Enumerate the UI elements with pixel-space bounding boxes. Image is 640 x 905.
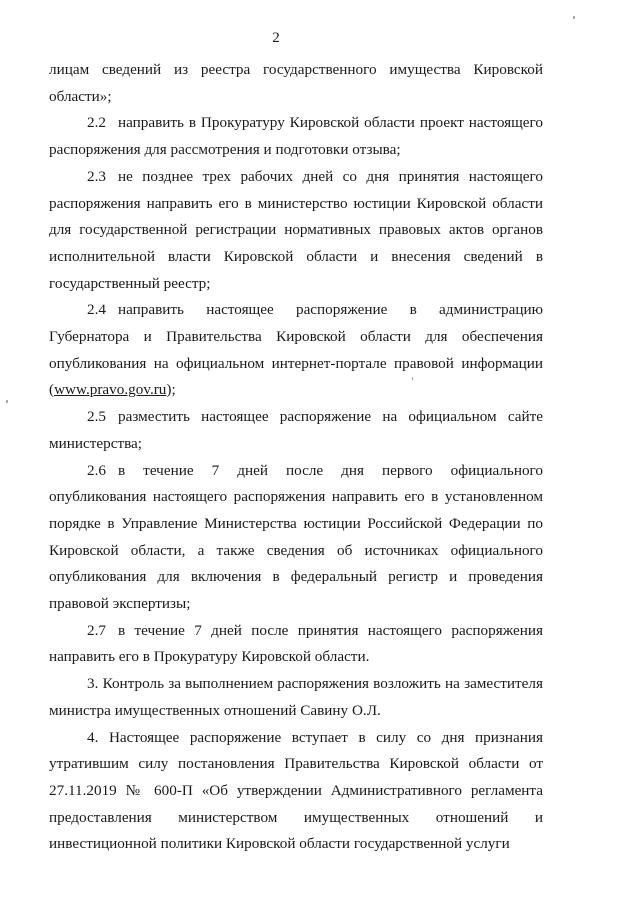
item-number: 2.7 [87, 621, 106, 639]
page-number: 2 [272, 30, 280, 46]
paragraph-text: не позднее трех рабочих дней со дня принятия настоящего распоряжения направить его в министерство юстиции Кировской области для государственной регистрации нормативных правовых актов органов исполнительной власти Кировской области и внесения сведений в государственный реестр; [49, 167, 543, 292]
paragraph-2-5 [49, 404, 543, 457]
paragraph-text: ); [166, 381, 176, 399]
paragraph-2-6 [49, 458, 543, 618]
item-number: 2.6 [87, 461, 106, 479]
paragraph-text: в течение 7 дней после дня первого официального опубликования настоящего распоряжения направить его в установленном порядке в Управление Министерства юстиции Российской Федерации по Кировской области, а также сведения об источниках официального опубликования для включения в федеральный регистр и проведения правовой экспертизы; [49, 461, 543, 613]
scan-speck [6, 400, 8, 403]
paragraph-text: направить настоящее распоряжение в администрацию Губернатора и Правительства Кировской области для обеспечения опубликования на официальном интернет-портале правовой информации ( [49, 301, 543, 399]
paragraph-text: направить в Прокуратуру Кировской области проект настоящего распоряжения для рассмотрения и подготовки отзыва; [49, 114, 543, 159]
paragraph-2-2 [49, 110, 543, 163]
paragraph-text: разместить настоящее распоряжение на официальном сайте министерства; [49, 408, 543, 452]
paragraph-text: в течение 7 дней после принятия настоящего распоряжения направить его в Прокуратуру Кировской области. [49, 621, 543, 666]
scan-speck [573, 16, 575, 19]
paragraph-2-3 [49, 164, 543, 298]
paragraph-text: лицам сведений из реестра государственного имущества Кировской области»; [49, 61, 543, 105]
document-body [49, 57, 543, 858]
item-number: 2.2 [87, 114, 106, 132]
paragraph-continuation [49, 57, 543, 110]
item-number: 2.4 [87, 301, 106, 319]
pravo-link[interactable]: www.pravo.gov.ru [54, 381, 167, 399]
paragraph-2-4 [49, 297, 543, 404]
item-number: 2.5 [87, 408, 106, 426]
paragraph-text: 4. Настоящее распоряжение вступает в силу со дня признания утратившим силу постановления Правительства Кировской области от 27.11.2019 № 600-П «Об утверждении Административного регламента предоставления министерством имущественных отношений и инвестиционной политики Кировской области государственной услуги [49, 728, 543, 853]
paragraph-text: 3. Контроль за выполнением распоряжения возложить на заместителя министра имущественных отношений Савину О.Л. [49, 675, 543, 719]
paragraph-2-7 [49, 618, 543, 671]
paragraph-4 [49, 725, 543, 859]
paragraph-3 [49, 671, 543, 724]
item-number: 2.3 [87, 167, 106, 185]
